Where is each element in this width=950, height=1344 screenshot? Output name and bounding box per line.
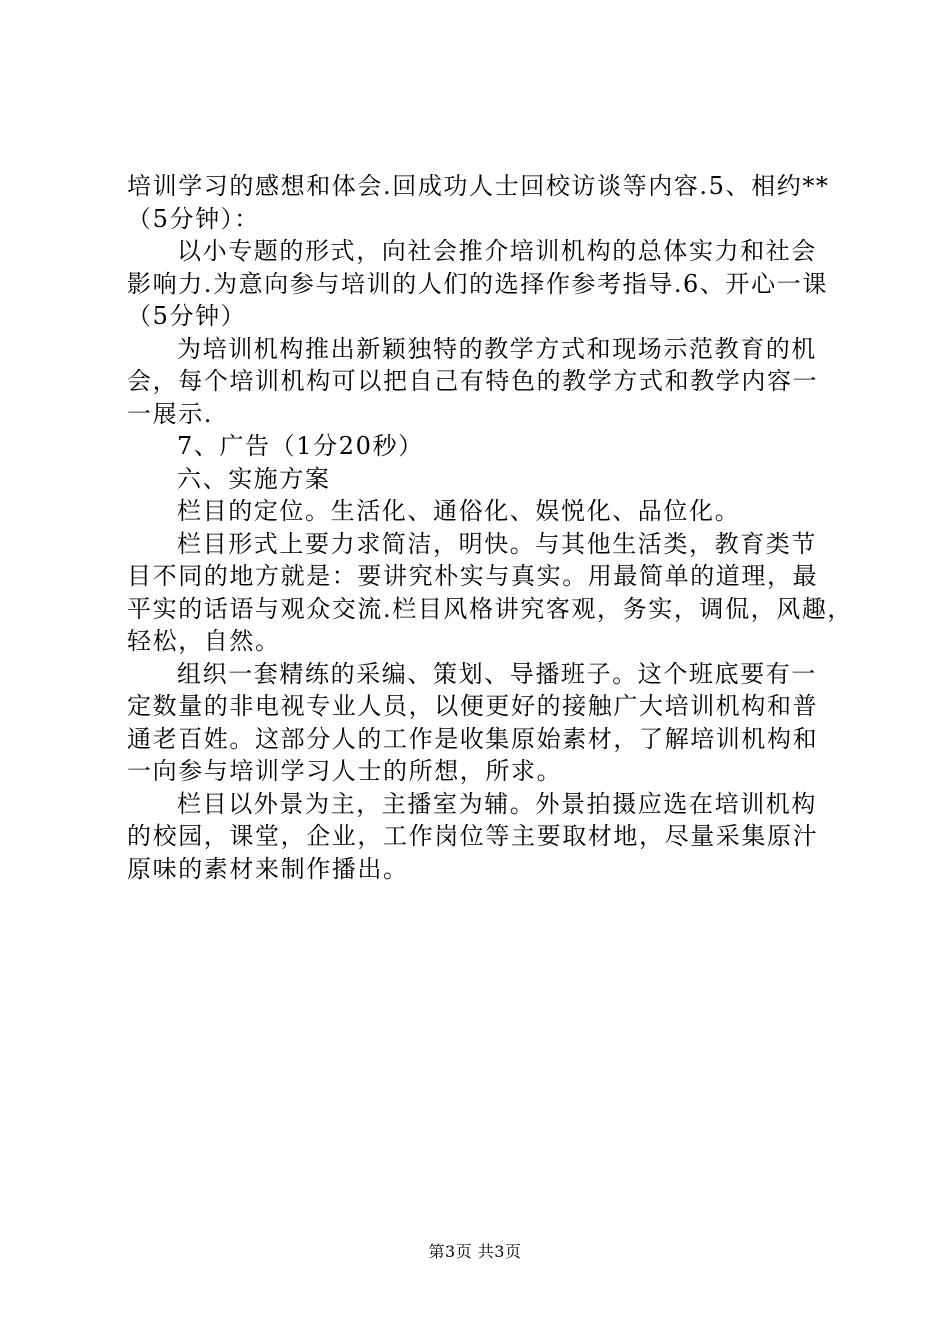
body-line: 轻松，自然。 — [127, 627, 281, 655]
body-line: 组织一套精练的采编、策划、导播班子。这个班底要有一 — [177, 659, 817, 688]
body-line: 目不同的地方就是：要讲究朴实与真实。用最简单的道理，最 — [127, 562, 819, 590]
body-line: 栏目形式上要力求简洁，明快。与其他生活类，教育类节 — [177, 529, 817, 558]
body-line: 原味的素材来制作播出。 — [127, 854, 409, 883]
body-line: 平实的话语与观众交流.栏目风格讲究客观，务实，调侃，风趣， — [127, 594, 854, 623]
body-line: 定数量的非电视专业人员，以便更好的接触广大培训机构和普 — [127, 692, 819, 720]
body-line: 7、广告（1分20秒） — [177, 432, 424, 460]
body-line: 为培训机构推出新颖独特的教学方式和现场示范教育的机 — [177, 334, 817, 363]
body-line: （5分钟） — [127, 302, 247, 330]
body-line: 栏目的定位。生活化、通俗化、娱悦化、品位化。 — [177, 497, 741, 525]
body-line: 一向参与培训学习人士的所想，所求。 — [127, 757, 563, 785]
body-line: （5分钟）： — [127, 204, 260, 233]
body-line: 影响力.为意向参与培训的人们的选择作参考指导.6、开心一课 — [127, 269, 828, 298]
page-number-footer: 第3页 共3页 — [428, 1242, 522, 1261]
body-line: 培训学习的感想和体会.回成功人士回校访谈等内容.5、相约** — [127, 172, 830, 200]
section-heading: 六、实施方案 — [177, 464, 331, 493]
body-line: 会，每个培训机构可以把自己有特色的教学方式和教学内容一 — [127, 367, 819, 395]
body-line: 一展示. — [127, 399, 214, 428]
body-line: 通老百姓。这部分人的工作是收集原始素材，了解培训机构和 — [127, 724, 819, 753]
body-line: 的校园，课堂，企业，工作岗位等主要取材地，尽量采集原汁 — [127, 822, 819, 850]
body-line: 以小专题的形式，向社会推介培训机构的总体实力和社会 — [177, 237, 817, 265]
body-line: 栏目以外景为主，主播室为辅。外景拍摄应选在培训机构 — [177, 789, 817, 818]
document-body — [127, 170, 854, 885]
